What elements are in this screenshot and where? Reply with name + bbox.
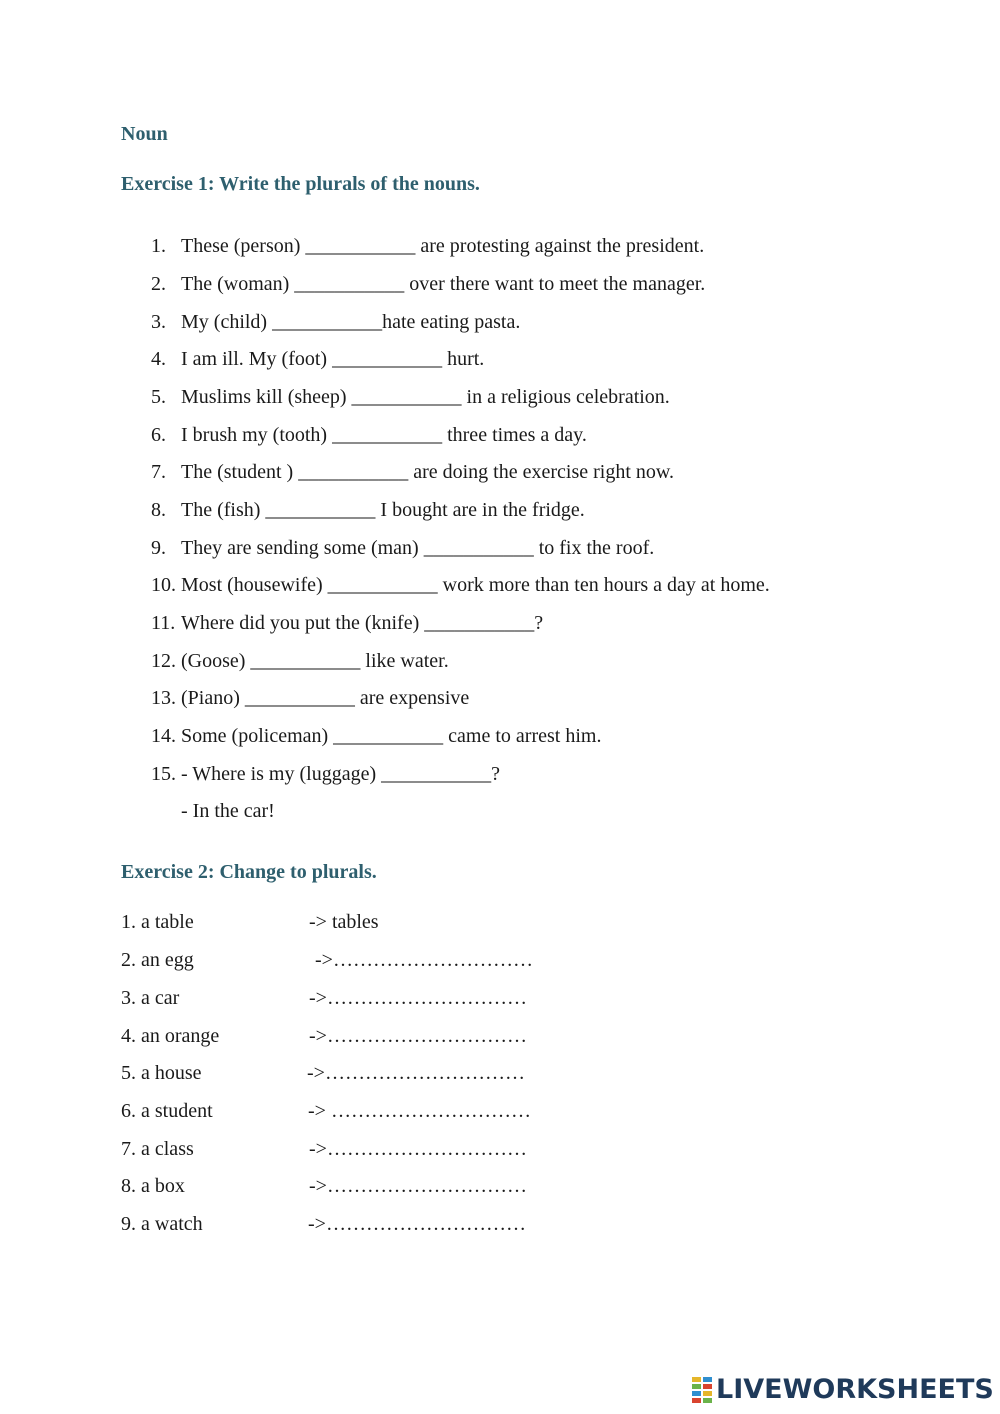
page-title: Noun (121, 123, 168, 145)
item-text: My (child) ___________hate eating pasta. (181, 311, 521, 333)
plural-answer: ->………………………… (309, 1175, 527, 1197)
plural-answer: ->………………………… (315, 949, 533, 971)
logo-mark-icon (692, 1377, 712, 1403)
logo-text: LIVEWORKSHEETS (716, 1374, 994, 1405)
exercise-2-heading: Exercise 2: Change to plurals. (121, 861, 377, 883)
plural-answer: -> tables (309, 911, 379, 933)
exercise-1-heading: Exercise 1: Write the plurals of the nouns. (121, 173, 480, 195)
item-number: 2. (151, 273, 166, 295)
item-number: 4. (151, 348, 166, 370)
item-text: Where did you put the (knife) ___________? (181, 612, 544, 634)
item-number: 6. (151, 424, 166, 446)
item-number: 10. (151, 574, 176, 596)
item-number: 5. (151, 386, 166, 408)
item-number: 1. (151, 235, 166, 257)
item-number: 9. (151, 537, 166, 559)
noun-word: 8. a box (121, 1175, 185, 1197)
noun-word: 9. a watch (121, 1213, 203, 1235)
noun-word: 3. a car (121, 987, 180, 1009)
item-number: 12. (151, 650, 176, 672)
item-number: 3. (151, 311, 166, 333)
item-text: I am ill. My (foot) ___________ hurt. (181, 348, 485, 370)
item-text: The (woman) ___________ over there want to meet the manager. (181, 273, 706, 295)
item-text: They are sending some (man) ___________ to fix the roof. (181, 537, 655, 559)
plural-answer: ->………………………… (309, 987, 527, 1009)
item-text: I brush my (tooth) ___________ three times a day. (181, 424, 587, 446)
item-number: 13. (151, 687, 176, 709)
noun-word: 6. a student (121, 1100, 213, 1122)
plural-answer: ->………………………… (308, 1213, 526, 1235)
item-number: 7. (151, 461, 166, 483)
noun-word: 2. an egg (121, 949, 194, 971)
item-text: Most (housewife) ___________ work more than ten hours a day at home. (181, 574, 770, 596)
item-text: Some (policeman) ___________ came to arrest him. (181, 725, 602, 747)
plural-answer: ->………………………… (309, 1138, 527, 1160)
noun-word: 5. a house (121, 1062, 202, 1084)
noun-word: 1. a table (121, 911, 194, 933)
item-text: The (student ) ___________ are doing the exercise right now. (181, 461, 675, 483)
plural-answer: -> ………………………… (308, 1100, 531, 1122)
plural-answer: ->………………………… (309, 1025, 527, 1047)
item-number: 8. (151, 499, 166, 521)
item-text: (Piano) ___________ are expensive (181, 687, 470, 709)
plural-answer: ->………………………… (307, 1062, 525, 1084)
item-text: - Where is my (luggage) ___________? (181, 763, 500, 785)
item-number: 14. (151, 725, 176, 747)
item-number: 11. (151, 612, 176, 634)
item-text: (Goose) ___________ like water. (181, 650, 449, 672)
item-15-reply: - In the car! (181, 800, 275, 822)
noun-word: 4. an orange (121, 1025, 220, 1047)
item-text: Muslims kill (sheep) ___________ in a religious celebration. (181, 386, 670, 408)
liveworksheets-logo (692, 1374, 994, 1406)
item-text: The (fish) ___________ I bought are in the fridge. (181, 499, 585, 521)
item-number: 15. (151, 763, 176, 785)
item-text: These (person) ___________ are protesting against the president. (181, 235, 705, 257)
noun-word: 7. a class (121, 1138, 194, 1160)
